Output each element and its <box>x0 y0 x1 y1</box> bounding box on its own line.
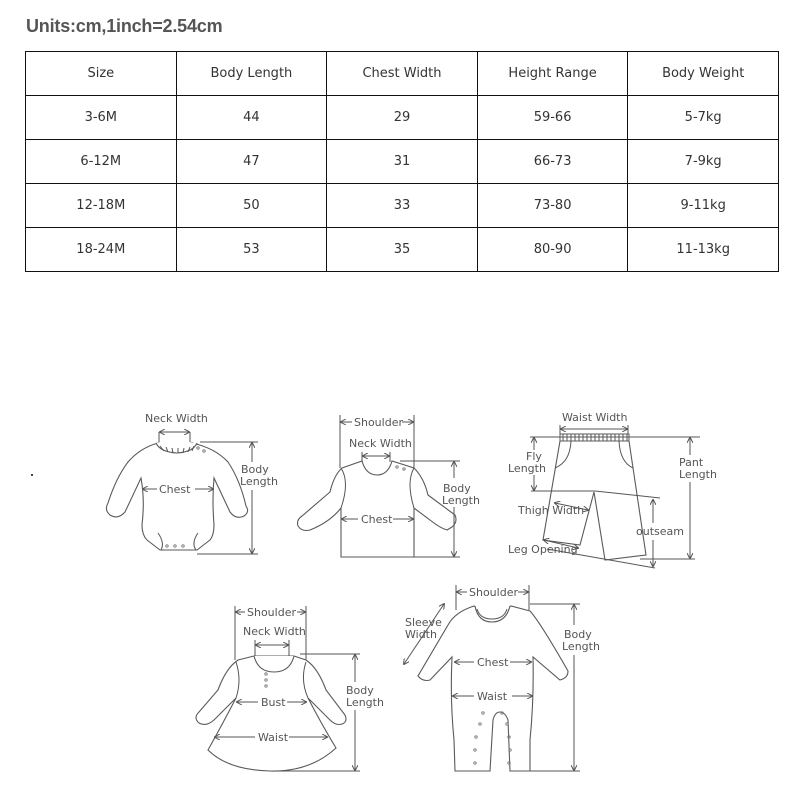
cell-size: 6-12M <box>26 140 177 184</box>
cell-body-length: 44 <box>176 96 327 140</box>
label-chest: Chest <box>477 656 509 669</box>
cell-size: 18-24M <box>26 228 177 272</box>
svg-text:Length: Length <box>346 696 384 709</box>
cell-body-length: 50 <box>176 184 327 228</box>
dress-outline <box>196 656 346 771</box>
units-note: Units:cm,1inch=2.54cm <box>26 16 223 36</box>
pants-diagram <box>508 411 717 568</box>
cell-height-range: 59-66 <box>477 96 628 140</box>
label-thigh-width: Thigh Width <box>518 504 585 517</box>
svg-text:Width: Width <box>405 628 437 641</box>
cell-chest-width: 31 <box>327 140 478 184</box>
label-shoulder: Shoulder <box>354 416 403 429</box>
cell-body-weight: 9-11kg <box>628 184 779 228</box>
label-waist: Waist <box>477 690 508 703</box>
label-neck-width: Neck Width <box>145 412 208 425</box>
top-diagram <box>298 415 480 557</box>
label-neck-width: Neck Width <box>243 625 306 638</box>
label-outseam: outseam <box>636 525 684 538</box>
romper-outline <box>418 606 568 771</box>
cell-body-length: 47 <box>176 140 327 184</box>
label-neck-width: Neck Width <box>349 437 412 450</box>
label-body-length: Body <box>564 628 592 641</box>
bodysuit-diagram <box>106 412 278 554</box>
label-shoulder: Shoulder <box>247 606 296 619</box>
cell-chest-width: 33 <box>327 184 478 228</box>
label-body-length: Body <box>346 684 374 697</box>
label-body-length: Body <box>443 482 471 495</box>
label-waist: Waist <box>258 731 289 744</box>
svg-text:Length: Length <box>240 475 278 488</box>
column-header-body-weight: Body Weight <box>628 52 779 96</box>
romper-diagram <box>404 585 600 771</box>
column-header-chest-width: Chest Width <box>327 52 478 96</box>
column-header-body-length: Body Length <box>176 52 327 96</box>
cell-size: 3-6M <box>26 96 177 140</box>
label-pant-length: Pant <box>679 456 704 469</box>
svg-text:Length: Length <box>679 468 717 481</box>
cell-body-weight: 5-7kg <box>628 96 779 140</box>
label-leg-opening: Leg Opening <box>508 543 578 556</box>
cell-height-range: 66-73 <box>477 140 628 184</box>
label-body-length: Body <box>241 463 269 476</box>
cell-body-weight: 7-9kg <box>628 140 779 184</box>
svg-text:Length: Length <box>442 494 480 507</box>
cell-body-weight: 11-13kg <box>628 228 779 272</box>
label-sleeve-width: Sleeve <box>405 616 442 629</box>
column-header-size: Size <box>26 52 177 96</box>
cell-size: 12-18M <box>26 184 177 228</box>
label-chest: Chest <box>361 513 393 526</box>
bodysuit-outline <box>106 443 247 550</box>
cell-chest-width: 29 <box>327 96 478 140</box>
svg-text:Length: Length <box>508 462 546 475</box>
column-header-height-range: Height Range <box>477 52 628 96</box>
label-bust: Bust <box>261 696 286 709</box>
cell-body-length: 53 <box>176 228 327 272</box>
cell-chest-width: 35 <box>327 228 478 272</box>
dress-diagram <box>196 606 384 771</box>
label-shoulder: Shoulder <box>469 586 518 599</box>
cell-height-range: 80-90 <box>477 228 628 272</box>
label-waist-width: Waist Width <box>562 411 628 424</box>
label-chest: Chest <box>159 483 191 496</box>
svg-text:Length: Length <box>562 640 600 653</box>
label-fly-length: Fly <box>526 450 542 463</box>
cell-height-range: 73-80 <box>477 184 628 228</box>
